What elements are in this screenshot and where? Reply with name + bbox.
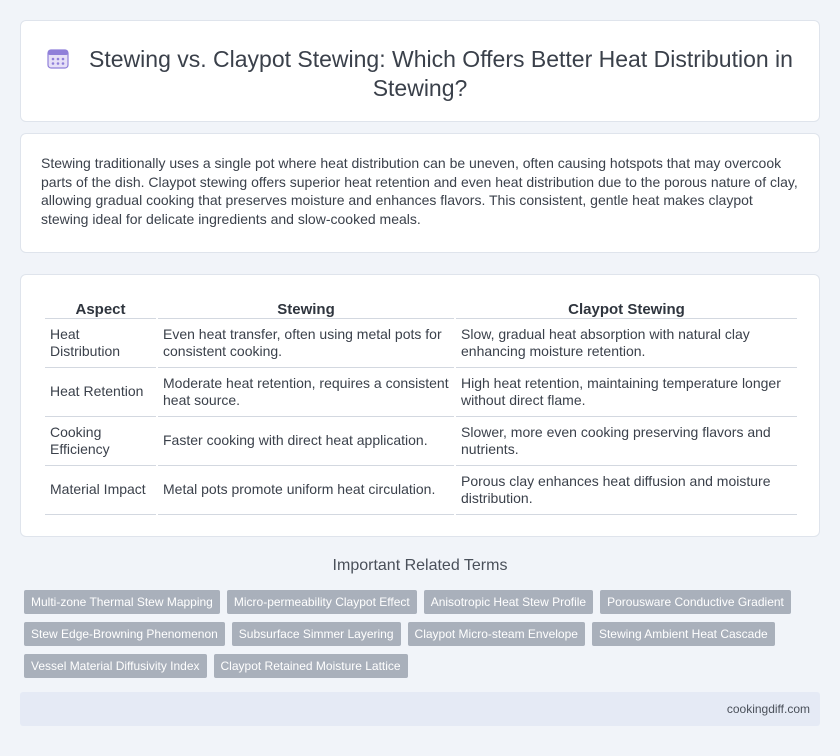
related-terms-list: [24, 590, 816, 678]
header-stewing: Stewing: [158, 297, 454, 319]
related-term-tag[interactable]: Anisotropic Heat Stew Profile: [424, 590, 593, 614]
page-title-wrap: [41, 45, 799, 103]
related-term-tag[interactable]: Micro-permeability Claypot Effect: [227, 590, 417, 614]
row-claypot: Slow, gradual heat absorption with natural clay enhancing moisture retention.: [456, 319, 797, 368]
related-term-tag[interactable]: Stew Edge-Browning Phenomenon: [24, 622, 225, 646]
related-term-tag[interactable]: Vessel Material Diffusivity Index: [24, 654, 207, 678]
row-aspect: Material Impact: [45, 466, 156, 515]
title-card: [20, 20, 820, 122]
table-row: [45, 319, 797, 368]
related-term-tag[interactable]: Stewing Ambient Heat Cascade: [592, 622, 775, 646]
calendar-icon: [47, 48, 69, 70]
row-claypot: High heat retention, maintaining temperature longer without direct flame.: [456, 368, 797, 417]
comparison-card: [20, 274, 820, 537]
related-term-tag[interactable]: Subsurface Simmer Layering: [232, 622, 401, 646]
row-aspect: Heat Distribution: [45, 319, 156, 368]
footer-site-link[interactable]: cookingdiff.com: [726, 702, 810, 716]
row-stewing: Faster cooking with direct heat application.: [158, 417, 454, 466]
table-row: [45, 466, 797, 515]
footer: [20, 692, 820, 726]
header-claypot-stewing: Claypot Stewing: [456, 297, 797, 319]
related-term-tag[interactable]: Claypot Retained Moisture Lattice: [214, 654, 408, 678]
row-claypot: Slower, more even cooking preserving flavors and nutrients.: [456, 417, 797, 466]
related-terms-heading: Important Related Terms: [332, 557, 508, 574]
row-stewing: Metal pots promote uniform heat circulation.: [158, 466, 454, 515]
row-claypot: Porous clay enhances heat diffusion and moisture distribution.: [456, 466, 797, 515]
row-aspect: Heat Retention: [45, 368, 156, 417]
table-row: [45, 417, 797, 466]
row-aspect: Cooking Efficiency: [45, 417, 156, 466]
related-term-tag[interactable]: Multi-zone Thermal Stew Mapping: [24, 590, 220, 614]
related-term-tag[interactable]: Porousware Conductive Gradient: [600, 590, 791, 614]
comparison-table: [43, 297, 799, 515]
row-stewing: Moderate heat retention, requires a consistent heat source.: [158, 368, 454, 417]
table-header-row: [45, 297, 797, 319]
header-aspect: Aspect: [45, 297, 156, 319]
page-title: Stewing vs. Claypot Stewing: Which Offers Better Heat Distribution in Stewing?: [89, 46, 793, 101]
intro-paragraph: Stewing traditionally uses a single pot where heat distribution can be uneven, often causing hotspots that may overcook parts of the dish. Claypot stewing offers superior heat retention and even heat distribution due to the porous nature of clay, allowing gradual cooking that preserves moisture and enhances flavors. This consistent, gentle heat makes claypot stewing ideal for delicate ingredients and slow-cooked meals.: [41, 155, 798, 227]
table-row: [45, 368, 797, 417]
row-stewing: Even heat transfer, often using metal pots for consistent cooking.: [158, 319, 454, 368]
intro-card: [20, 133, 820, 253]
related-term-tag[interactable]: Claypot Micro-steam Envelope: [408, 622, 585, 646]
